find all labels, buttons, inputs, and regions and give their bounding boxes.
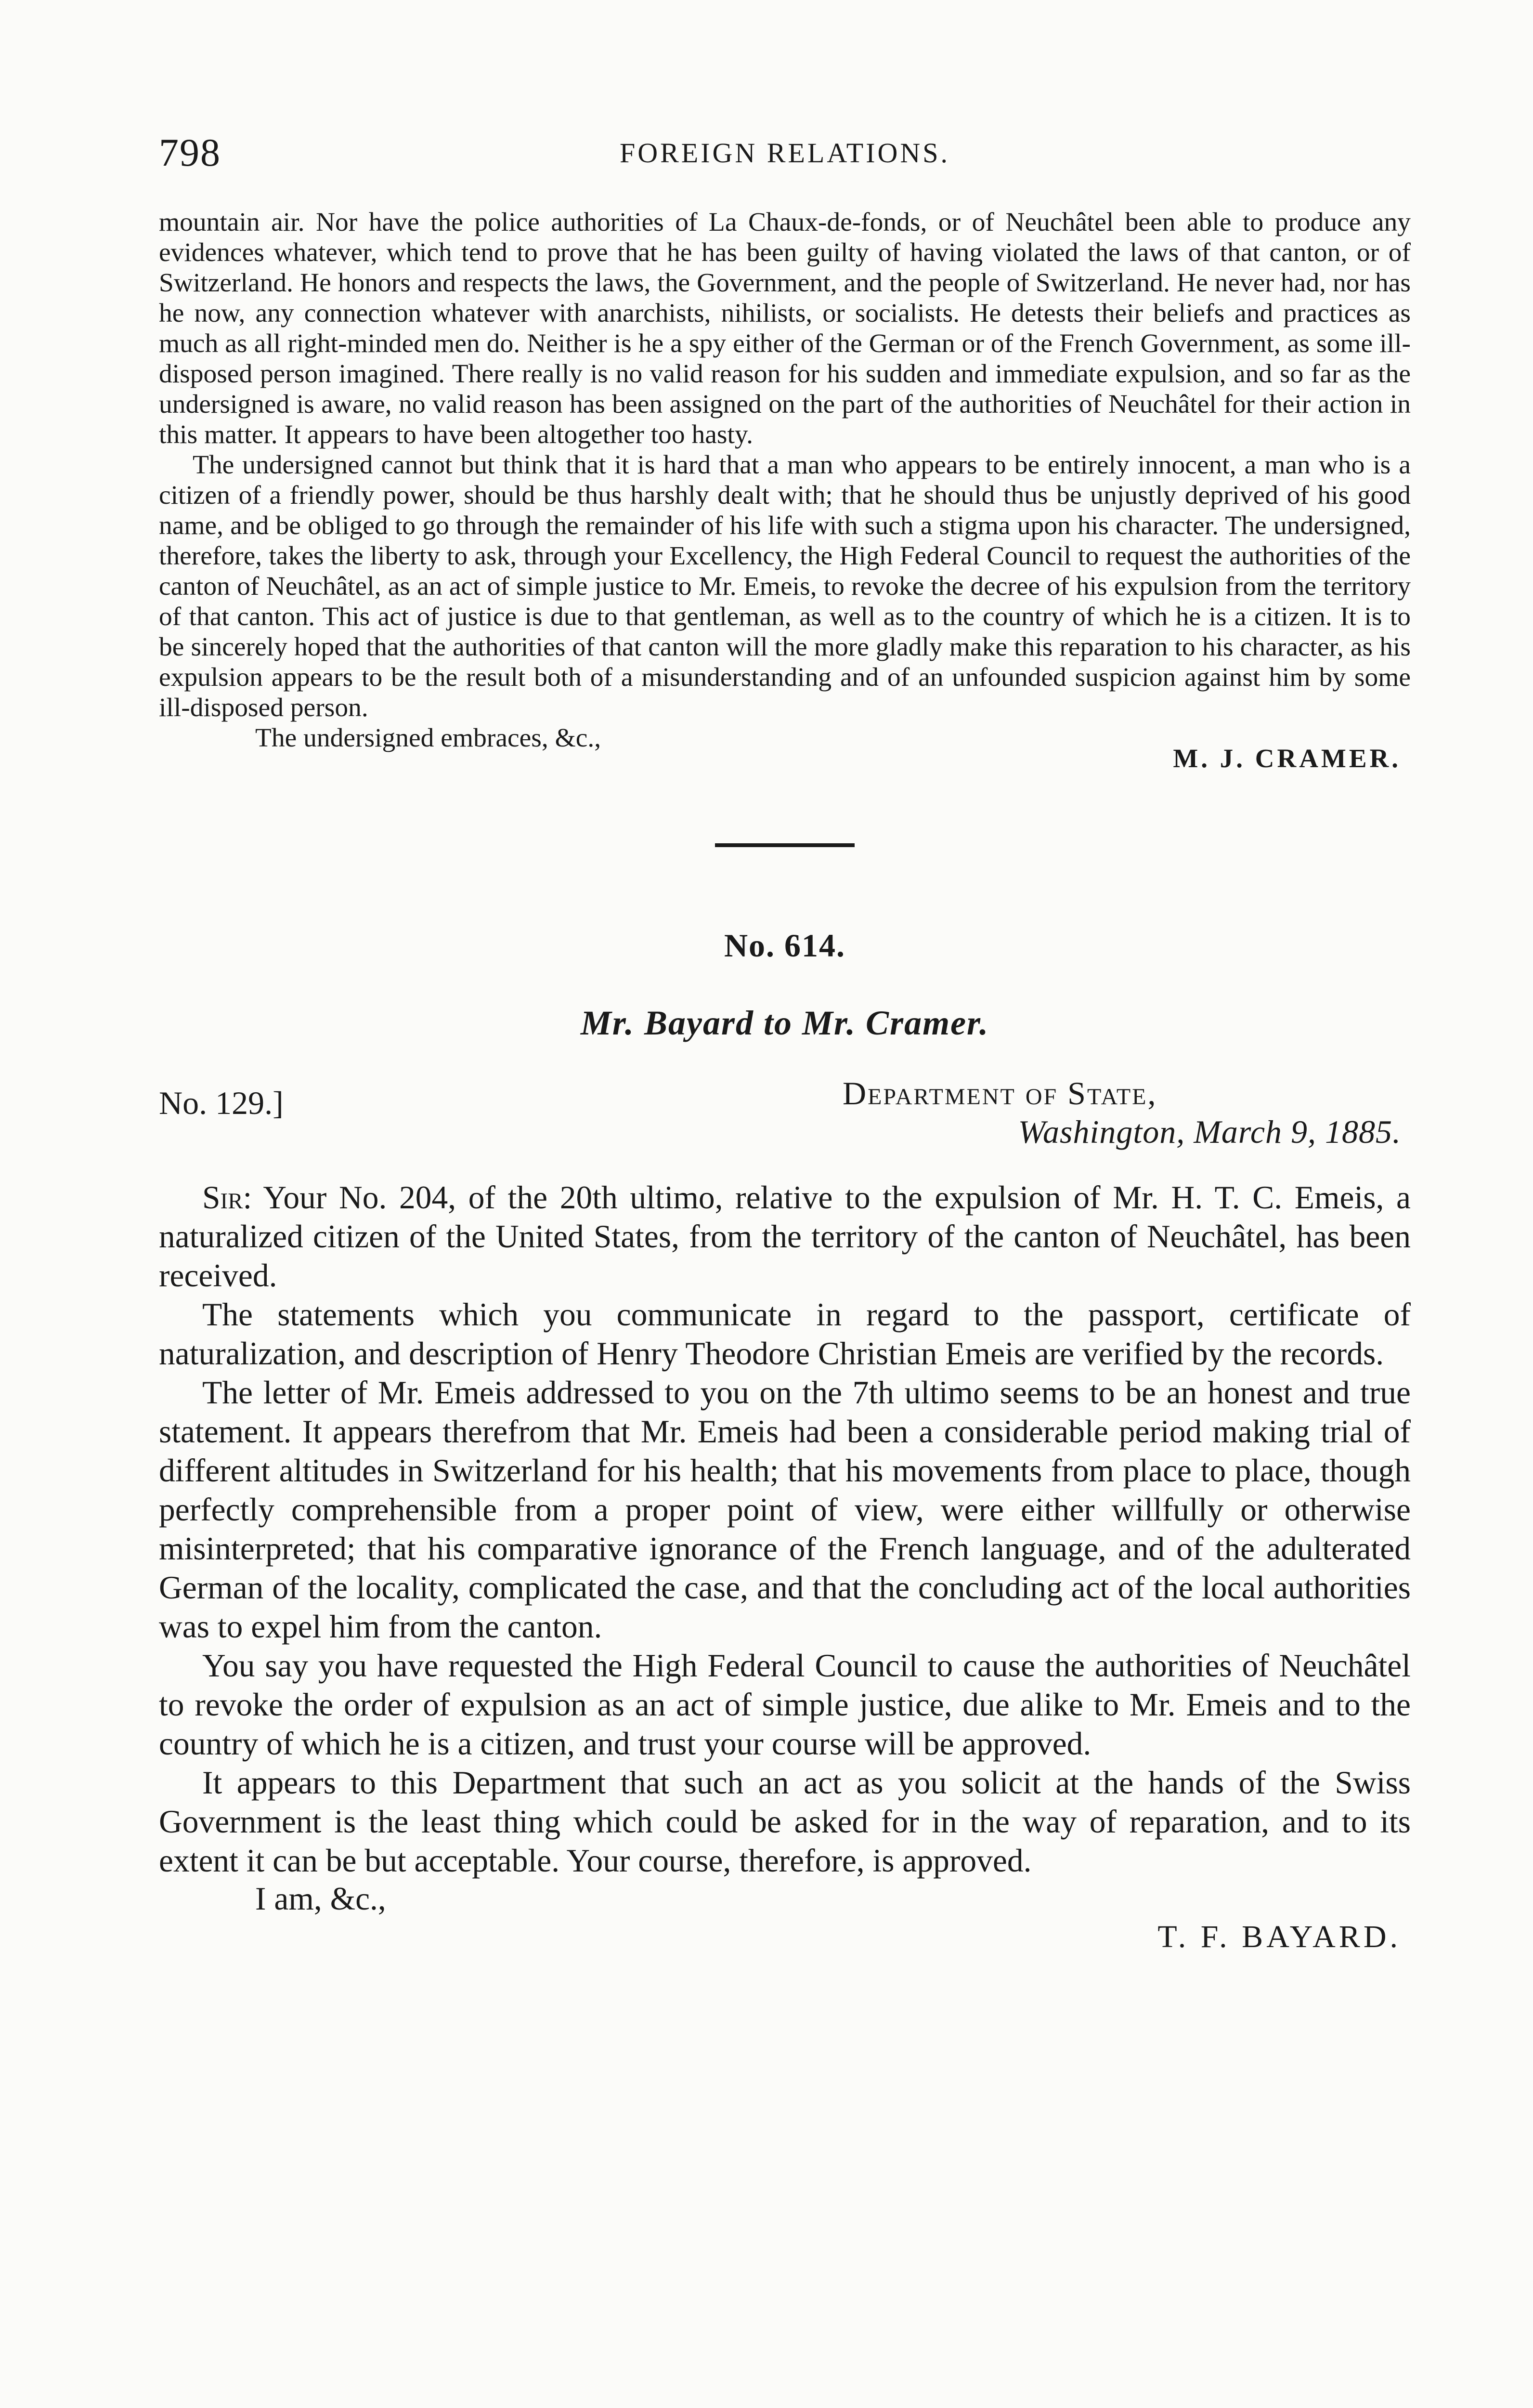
page-number: 798 — [159, 131, 221, 174]
previous-signature-block — [159, 723, 1411, 773]
page-header — [159, 130, 1411, 188]
previous-document-text — [159, 207, 1411, 723]
paragraph — [159, 1178, 1411, 1295]
paragraph: The undersigned cannot but think that it is hard that a man who appears to be entirely innocent, a man who is a citizen of a friendly power, should be thus harshly dealt with; that he should thus be unjustly deprived of his good name, and be obliged to go through the remainder of his life with such a stigma upon his character. The undersigned, therefore, takes the liberty to ask, through your Excellency, the High Federal Council to request the authorities of the canton of Neuchâtel, as an act of simple justice to Mr. Emeis, to revoke the decree of his expulsion from the territory of that canton. This act of justice is due to that gentleman, as well as to the country of which he is a citizen. It is to be sincerely hoped that the authorities of that canton will the more gladly make this reparation to his character, as his expulsion appears to be the result both of a misunderstanding and of an unfounded suspicion against him by some ill-disposed person. — [159, 450, 1411, 722]
document-title: Mr. Bayard to Mr. Cramer. — [580, 1004, 989, 1042]
salutation: Sir: — [202, 1179, 252, 1216]
paragraph: You say you have requested the High Federal Council to cause the authorities of Neuchâtel to revoke the order of expulsion as an act of simple justice, due alike to Mr. Emeis and to the country of which he is a citizen, and trust your course will be approved. — [159, 1648, 1411, 1762]
paragraph: mountain air. Nor have the police authorities of La Chaux-de-fonds, or of Neuchâtel been able to produce any evidences whatever, which tend to prove that he has been guilty of having violated the laws of that canton, or of Switzerland. He honors and respects the laws, the Government, and the people of Switzerland. He never had, nor has he now, any connection whatever with anarchists, nihilists, or socialists. He detests their beliefs and practices as much as all right-minded men do. Neither is he a spy either of the German or of the French Government, as some ill-disposed person imagined. There really is no valid reason for his sudden and immediate expulsion, and so far as the undersigned is aware, no valid reason has been assigned on the part of the authorities of Neuchâtel for their action in this matter. It appears to have been altogether too hasty. — [159, 208, 1411, 449]
paragraph-text: Your No. 204, of the 20th ultimo, relative to the expulsion of Mr. H. T. C. Emeis, a naturalized citizen of the United States, from the territory of the canton of Neuchâtel, has been received. — [159, 1179, 1411, 1294]
closing: The undersigned embraces, &c., — [255, 723, 601, 753]
signature-block — [159, 1880, 1411, 1952]
signature: T. F. BAYARD. — [1157, 1919, 1401, 1954]
department-name: Department of State, — [843, 1075, 1157, 1112]
page — [159, 130, 1411, 1952]
signature: M. J. CRAMER. — [1173, 744, 1401, 773]
dateline — [159, 1074, 1411, 1159]
closing: I am, &c., — [255, 1881, 386, 1917]
document-number: No. 614. — [724, 927, 846, 964]
paragraph: It appears to this Department that such an act as you solicit at the hands of the Swiss Government is the least thing which could be asked for in the way of reparation, and to its extent it can be but acceptable. Your course, therefore, is approved. — [159, 1765, 1411, 1879]
reference-number: No. 129.] — [159, 1085, 284, 1121]
running-head: FOREIGN RELATIONS. — [619, 137, 950, 169]
section-divider — [715, 843, 855, 847]
paragraph: The letter of Mr. Emeis addressed to you on the 7th ultimo seems to be an honest and true statement. It appears therefrom that Mr. Emeis had been a considerable period making trial of different altitudes in Switzerland for his health; that his movements from place to place, though perfectly comprehensible from a proper point of view, were either willfully or otherwise misinterpreted; that his comparative ignorance of the French language, and of the adulterated German of the locality, complicated the case, and that the concluding act of the local authorities was to expel him from the canton. — [159, 1374, 1411, 1645]
place-and-date: Washington, March 9, 1885. — [1018, 1113, 1401, 1150]
paragraph: The statements which you communicate in regard to the passport, certificate of naturalization, and description of Henry Theodore Christian Emeis are verified by the records. — [159, 1296, 1411, 1372]
letter-body — [159, 1178, 1411, 1880]
